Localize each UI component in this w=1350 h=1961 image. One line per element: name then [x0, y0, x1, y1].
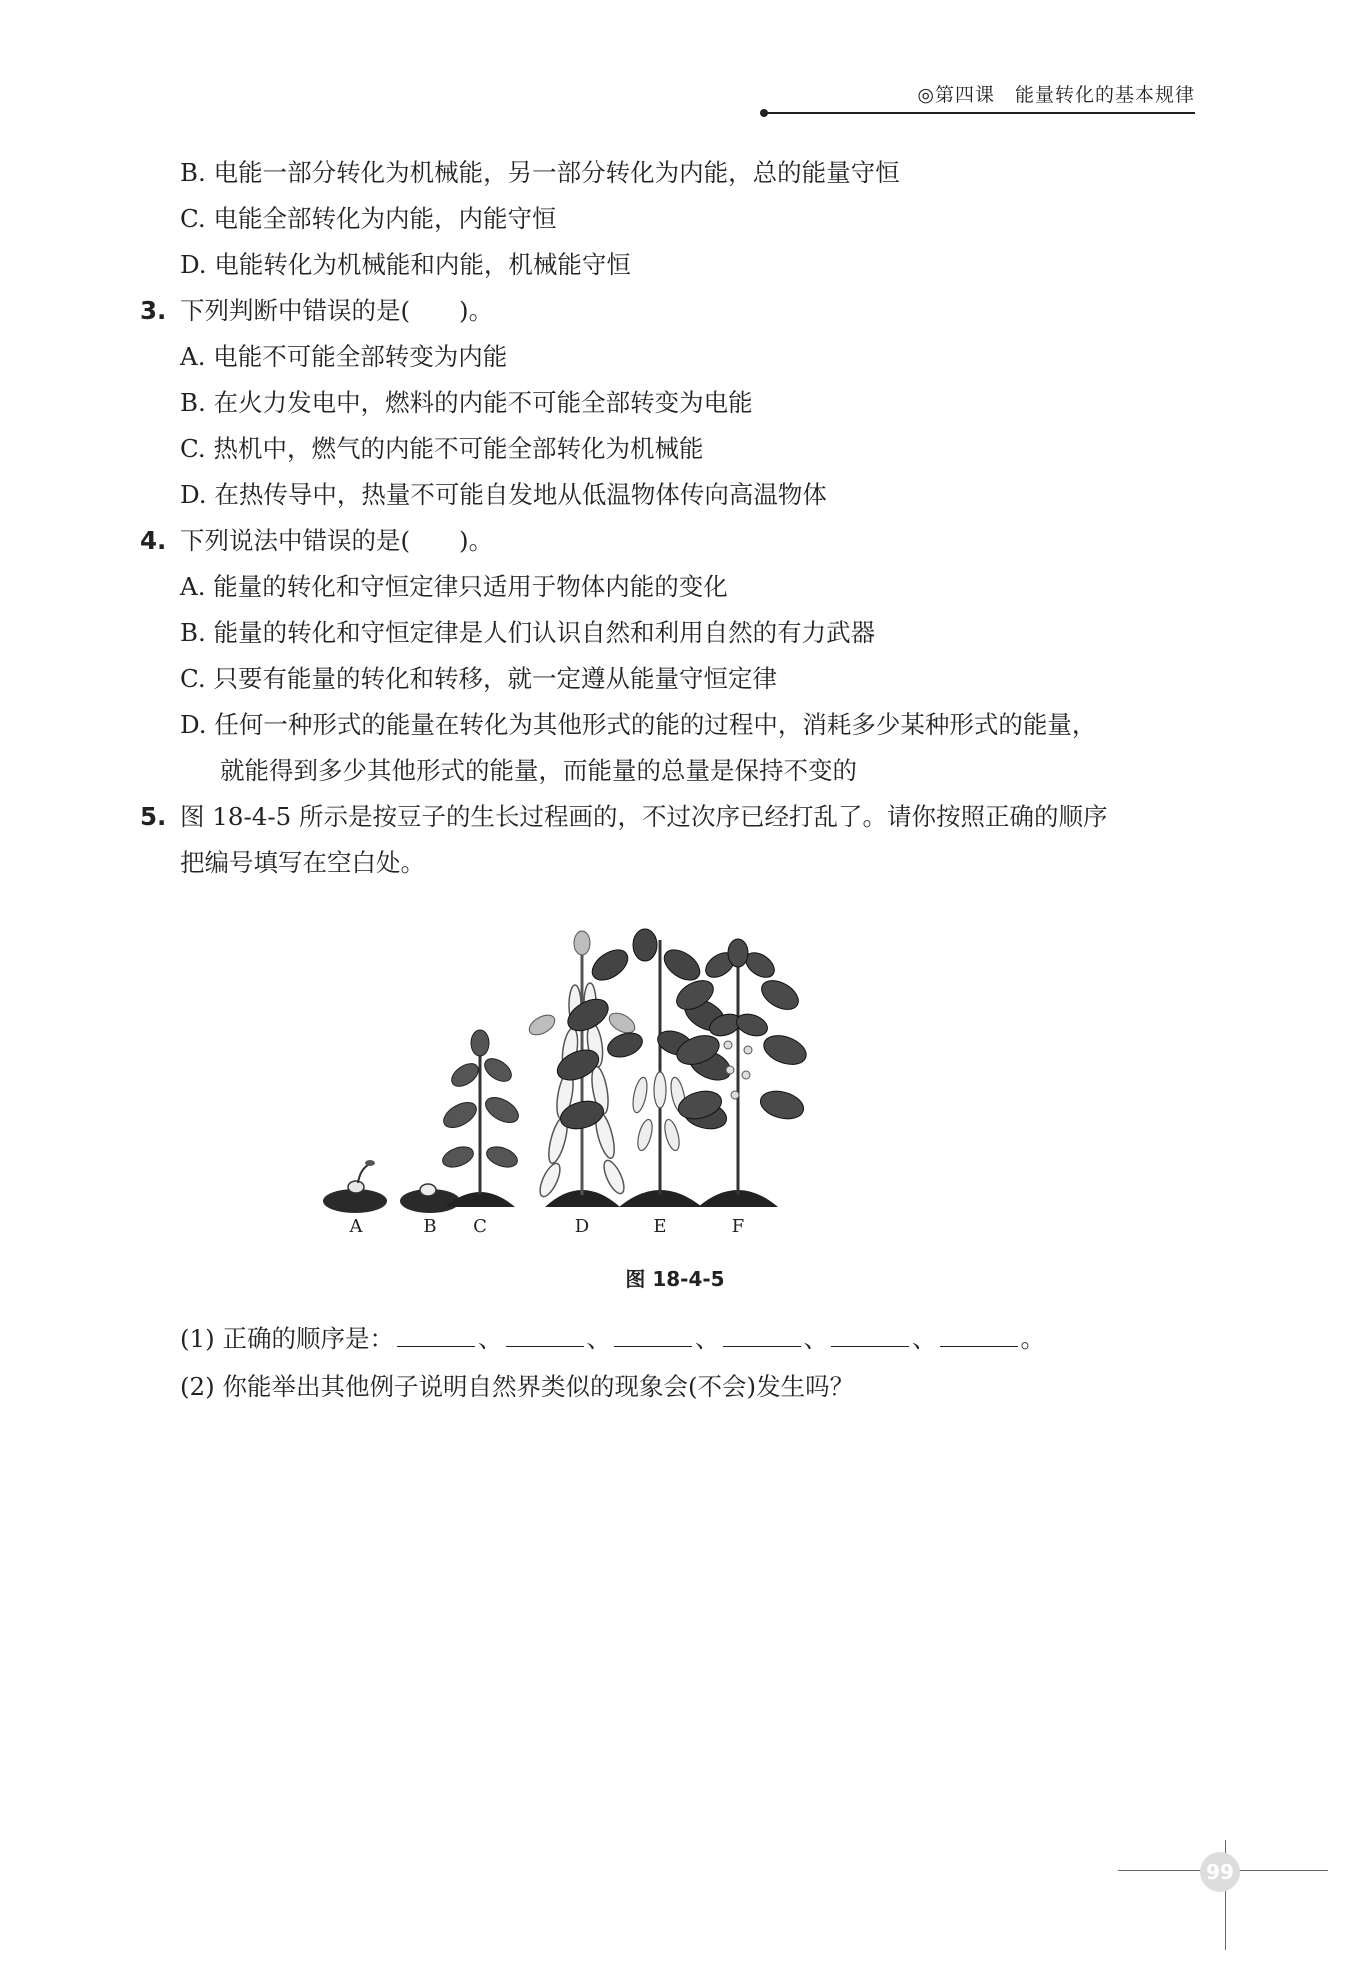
q3-option-a: A. 电能不可能全部转变为内能	[180, 342, 508, 371]
separator: 、	[586, 1324, 611, 1353]
figure-caption: 图 18-4-5	[625, 1267, 725, 1291]
q5-number: 5.	[140, 802, 167, 831]
chapter-header	[917, 80, 1195, 107]
q3-number: 3.	[140, 296, 167, 325]
q3-option-d: D. 在热传导中，热量不可能自发地从低温物体传向高温物体	[180, 480, 827, 509]
header-rule	[762, 112, 1195, 114]
label-c: C	[473, 1216, 487, 1237]
q5-stem-line2: 把编号填写在空白处。	[180, 848, 425, 877]
q3-stem-text: 下列判断中错误的是( )。	[180, 296, 494, 325]
plant-c	[439, 1030, 522, 1207]
q4-number: 4.	[140, 526, 167, 555]
q4-option-c: C. 只要有能量的转化和转移，就一定遵从能量守恒定律	[180, 664, 777, 693]
sentence-end: 。	[1020, 1324, 1045, 1353]
q4-stem-text: 下列说法中错误的是( )。	[180, 526, 494, 555]
q4-option-a: A. 能量的转化和守恒定律只适用于物体内能的变化	[180, 572, 728, 601]
label-e: E	[653, 1216, 667, 1237]
q5-stem-cont	[140, 840, 1210, 886]
q4-option-d-continued: 就能得到多少其他形式的能量，而能量的总量是保持不变的	[220, 756, 857, 785]
q5-sub2: (2) 你能举出其他例子说明自然界类似的现象会(不会)发生吗？	[180, 1372, 855, 1401]
q3-option-b: B. 在火力发电中，燃料的内能不可能全部转变为电能	[180, 388, 753, 417]
q4-option-b: B. 能量的转化和守恒定律是人们认识自然和利用自然的有力武器	[180, 618, 876, 647]
label-f: F	[731, 1216, 745, 1237]
chapter-title: ◎第四课 能量转化的基本规律	[917, 84, 1195, 106]
label-b: B	[423, 1216, 437, 1237]
separator: 、	[912, 1324, 937, 1353]
answer-blank-5[interactable]	[831, 1324, 909, 1347]
questions	[140, 150, 1210, 886]
q2-option-b: B. 电能一部分转化为机械能，另一部分转化为内能，总的能量守恒	[180, 158, 900, 187]
label-d: D	[574, 1216, 590, 1237]
label-a: A	[349, 1216, 363, 1237]
q5-stem-line1: 图 18-4-5 所示是按豆子的生长过程画的，不过次序已经打乱了。请你按照正确的顺序	[180, 802, 1108, 831]
q4-option-d: D. 任何一种形式的能量在转化为其他形式的能的过程中，消耗多少某种形式的能量，	[180, 710, 1097, 739]
q2-option-d: D. 电能转化为机械能和内能，机械能守恒	[180, 250, 631, 279]
plant-a	[323, 1160, 387, 1213]
separator: 、	[478, 1324, 503, 1353]
q3-stem	[140, 288, 1210, 334]
answer-blank-1[interactable]	[397, 1324, 475, 1347]
q5-sub1-prefix: (1) 正确的顺序是：	[180, 1324, 394, 1353]
bean-growth-figure	[320, 925, 1000, 1245]
answer-blank-6[interactable]	[940, 1324, 1018, 1347]
separator: 、	[695, 1324, 720, 1353]
answer-blank-3[interactable]	[614, 1324, 692, 1347]
q2-option-c: C. 电能全部转化为内能，内能守恒	[180, 204, 557, 233]
answer-blank-4[interactable]	[723, 1324, 801, 1347]
separator: 、	[803, 1324, 828, 1353]
q5-stem	[140, 794, 1210, 840]
q3-option-c: C. 热机中，燃气的内能不可能全部转化为机械能	[180, 434, 704, 463]
bean-growth-illustration	[320, 925, 1000, 1245]
page-number: 99	[1200, 1852, 1240, 1892]
plant-b	[400, 1184, 460, 1213]
answer-blank-2[interactable]	[506, 1324, 584, 1347]
q4-stem	[140, 518, 1210, 564]
q5-sub1	[180, 1320, 1045, 1355]
